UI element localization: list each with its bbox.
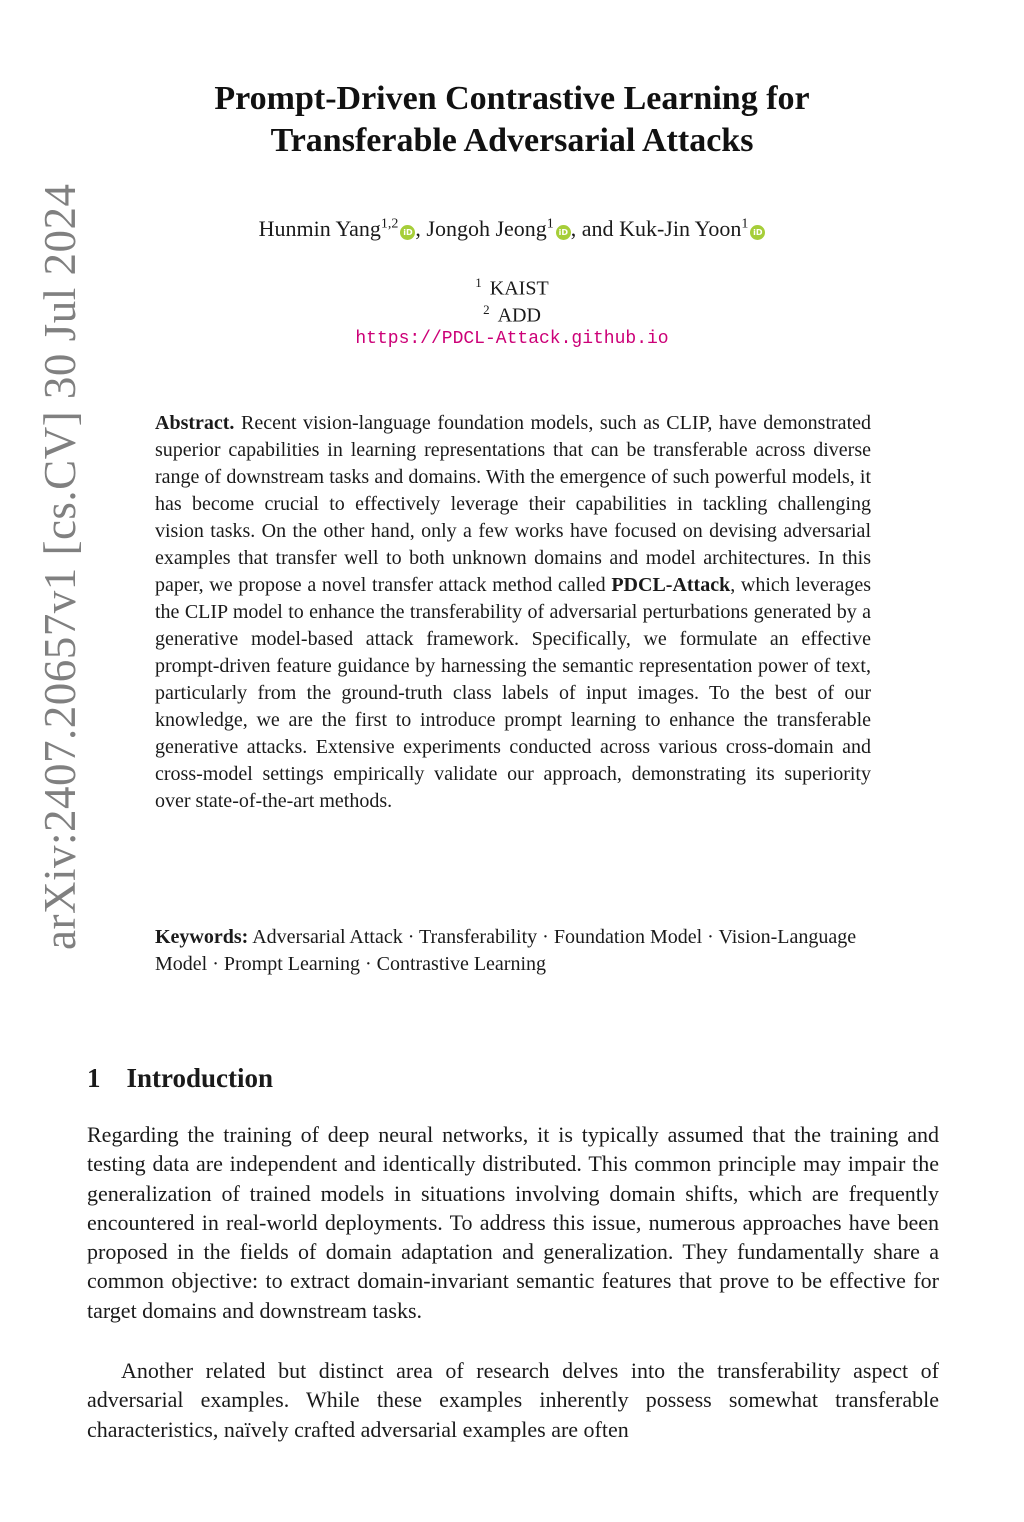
author-name: Hunmin Yang <box>258 216 381 241</box>
abstract-text-after: , which leverages the CLIP model to enhance the transferability of adversarial perturbations generated by a generative model-based attack framework. Specifically, we formulate an effective prompt-driven feature guidance by harnessing the semantic representation power of text, particularly from the ground-truth class labels of input images. To the best of our knowledge, we are the first to introduce prompt learning to enhance the transferable generative attacks. Extensive experiments conducted across various cross-domain and cross-model settings empirically validate our approach, demonstrating its superiority over state-of-the-art methods. <box>155 574 871 812</box>
paper-title <box>100 78 924 162</box>
author-separator: , and <box>570 216 620 241</box>
body-paragraph: Another related but distinct area of research delves into the transferability aspect of adversarial examples. While these examples inherently possess somewhat transferable characteristics, naïvely crafted adversarial examples are often <box>87 1358 939 1442</box>
author-affiliation-marker: 1 <box>546 216 554 232</box>
abstract-text-before: Recent vision-language foundation models, such as CLIP, have demonstrated superior capabilities in learning representations that can be transferable across diverse range of downstream tasks and domains. With the emergence of such powerful models, it has become crucial to effectively leverage their capabilities in tackling challenging vision tasks. On the other hand, only a few works have focused on devising adversarial examples that transfer well to both unknown domains and model architectures. In this paper, we propose a novel transfer attack method called <box>155 412 871 596</box>
section-number: 1 <box>87 1063 101 1093</box>
author-affiliation-marker: 1 <box>741 216 749 232</box>
orcid-icon[interactable]: iD <box>750 225 765 240</box>
abstract <box>155 410 871 815</box>
body-paragraph: Regarding the training of deep neural networks, it is typically assumed that the training and testing data are independent and identically distributed. This common principle may impair the generalization of trained models in situations involving domain shifts, which are frequently encountered in real-world deployments. To address this issue, numerous approaches have been proposed in the fields of domain adaptation and generalization. They fundamentally share a common objective: to extract domain-invariant semantic features that prove to be effective for target domains and downstream tasks. <box>87 1122 939 1323</box>
affiliation-2 <box>100 297 924 329</box>
affiliation-name: KAIST <box>489 277 549 300</box>
arxiv-identifier: arXiv:2407.20657v1 [cs.CV] 30 Jul 2024 <box>35 183 85 950</box>
title-line-1: Prompt-Driven Contrastive Learning for <box>214 80 810 117</box>
method-name: PDCL-Attack <box>611 574 731 596</box>
author-affiliation-marker: 1,2 <box>380 216 399 232</box>
keywords <box>155 924 871 978</box>
affiliation-number: 2 <box>483 302 490 317</box>
author-name: Kuk-Jin Yoon <box>619 216 742 241</box>
section-title: Introduction <box>126 1063 274 1093</box>
project-page-link[interactable]: https://PDCL-Attack.github.io <box>355 329 669 349</box>
keywords-label: Keywords: <box>155 926 249 948</box>
affiliation-name: ADD <box>497 304 541 327</box>
affiliation-number: 1 <box>475 275 482 290</box>
author-separator: , <box>415 216 427 241</box>
keywords-text: Adversarial Attack · Transferability · Foundation Model · Vision-Language Model · Prompt Learning · Contrastive Learning <box>155 926 857 975</box>
abstract-label: Abstract. <box>155 412 235 434</box>
section-heading <box>87 1060 273 1096</box>
author-list <box>100 214 924 244</box>
orcid-icon[interactable]: iD <box>400 225 415 240</box>
title-line-2: Transferable Adversarial Attacks <box>270 122 754 159</box>
orcid-icon[interactable]: iD <box>556 225 571 240</box>
author-name: Jongoh Jeong <box>426 216 547 241</box>
